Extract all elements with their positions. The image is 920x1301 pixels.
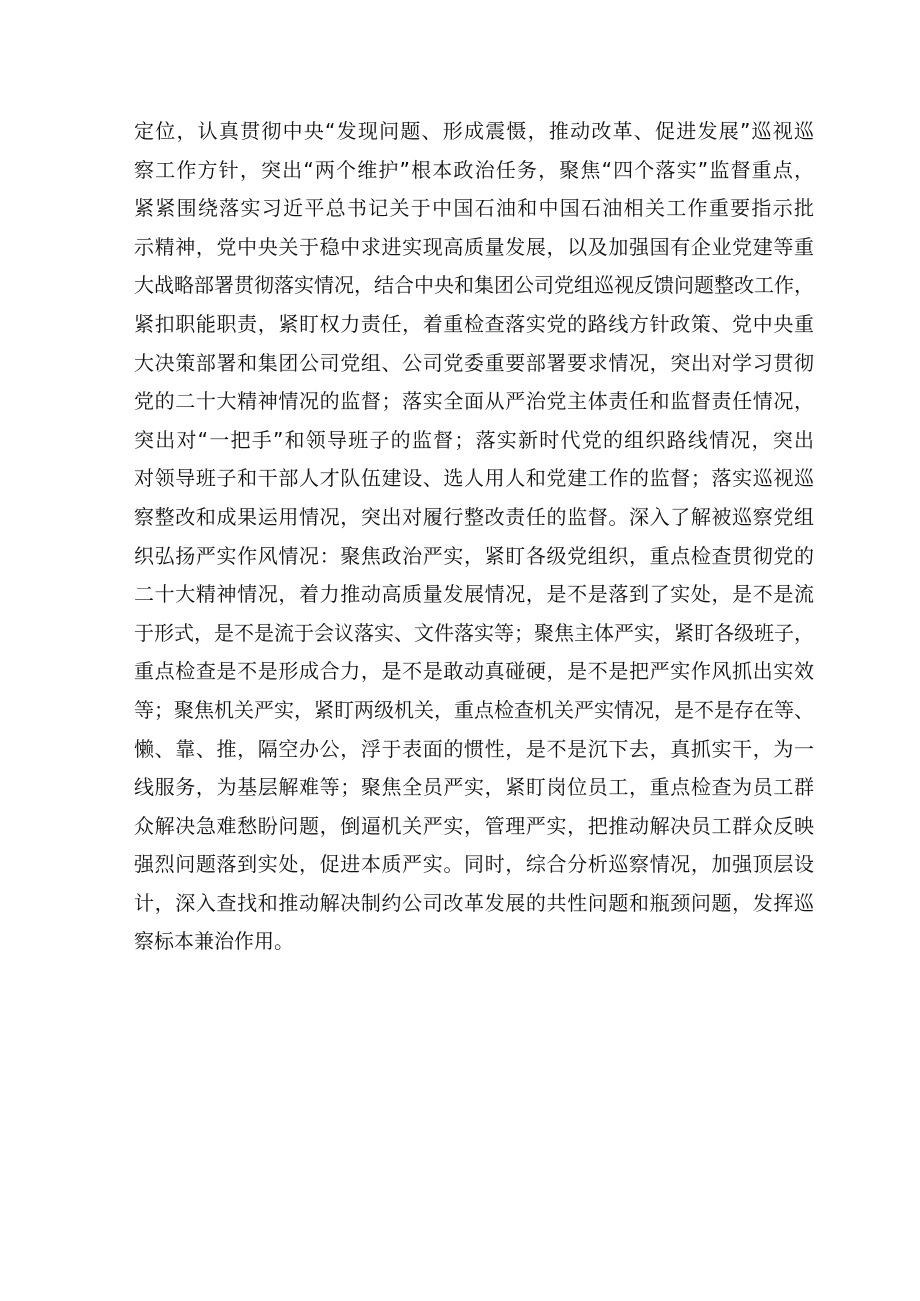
text-line: 对领导班子和干部人才队伍建设、选人用人和党建工作的监督；落实巡视巡 <box>134 466 814 491</box>
text-line: 紧紧围绕落实习近平总书记关于中国石油和中国石油相关工作重要指示批 <box>134 196 814 221</box>
text-line: 二十大精神情况，着力推动高质量发展情况，是不是落到了实处，是不是流 <box>134 582 814 607</box>
text-line: 计，深入查找和推动解决制约公司改革发展的共性问题和瓶颈问题，发挥巡 <box>134 890 814 915</box>
text-line: 紧扣职能职责，紧盯权力责任，着重检查落实党的路线方针政策、党中央重 <box>134 311 814 336</box>
text-line: 定位，认真贯彻中央“发现问题、形成震慑，推动改革、促进发展”巡视巡 <box>134 119 814 143</box>
text-line: 察整改和成果运用情况，突出对履行整改责任的监督。深入了解被巡察党组 <box>134 504 814 529</box>
text-line: 察标本兼治作用。 <box>134 929 294 954</box>
text-line: 线服务，为基层解难等；聚焦全员严实，紧盯岗位员工，重点检查为员工群 <box>134 775 814 800</box>
text-line: 众解决急难愁盼问题，倒逼机关严实，管理严实，把推动解决员工群众反映 <box>134 813 814 838</box>
text-line: 大战略部署贯彻落实情况，结合中央和集团公司党组巡视反馈问题整改工作， <box>134 273 814 298</box>
text-line: 示精神，党中央关于稳中求进实现高质量发展，以及加强国有企业党建等重 <box>134 234 814 259</box>
text-line: 等；聚焦机关严实，紧盯两级机关，重点检查机关严实情况，是不是存在等、 <box>134 697 814 722</box>
text-line: 强烈问题落到实处，促进本质严实。同时，综合分析巡察情况，加强顶层设 <box>134 852 814 877</box>
text-line: 懒、靠、推，隔空办公，浮于表面的惯性，是不是沉下去，真抓实干，为一 <box>134 736 814 761</box>
text-line: 重点检查是不是形成合力，是不是敢动真碰硬，是不是把严实作风抓出实效 <box>134 659 814 684</box>
body-paragraph <box>134 112 814 961</box>
text-line: 党的二十大精神情况的监督；落实全面从严治党主体责任和监督责任情况， <box>134 389 814 414</box>
text-line: 察工作方针，突出“两个维护”根本政治任务，聚焦“四个落实”监督重点， <box>134 157 814 182</box>
text-line: 大决策部署和集团公司党组、公司党委重要部署要求情况，突出对学习贯彻 <box>134 350 814 375</box>
text-line: 于形式，是不是流于会议落实、文件落实等；聚焦主体严实，紧盯各级班子， <box>134 620 814 645</box>
text-line: 织弘扬严实作风情况：聚焦政治严实，紧盯各级党组织，重点检查贯彻党的 <box>134 543 814 568</box>
text-line: 突出对“一把手”和领导班子的监督；落实新时代党的组织路线情况，突出 <box>134 427 814 452</box>
